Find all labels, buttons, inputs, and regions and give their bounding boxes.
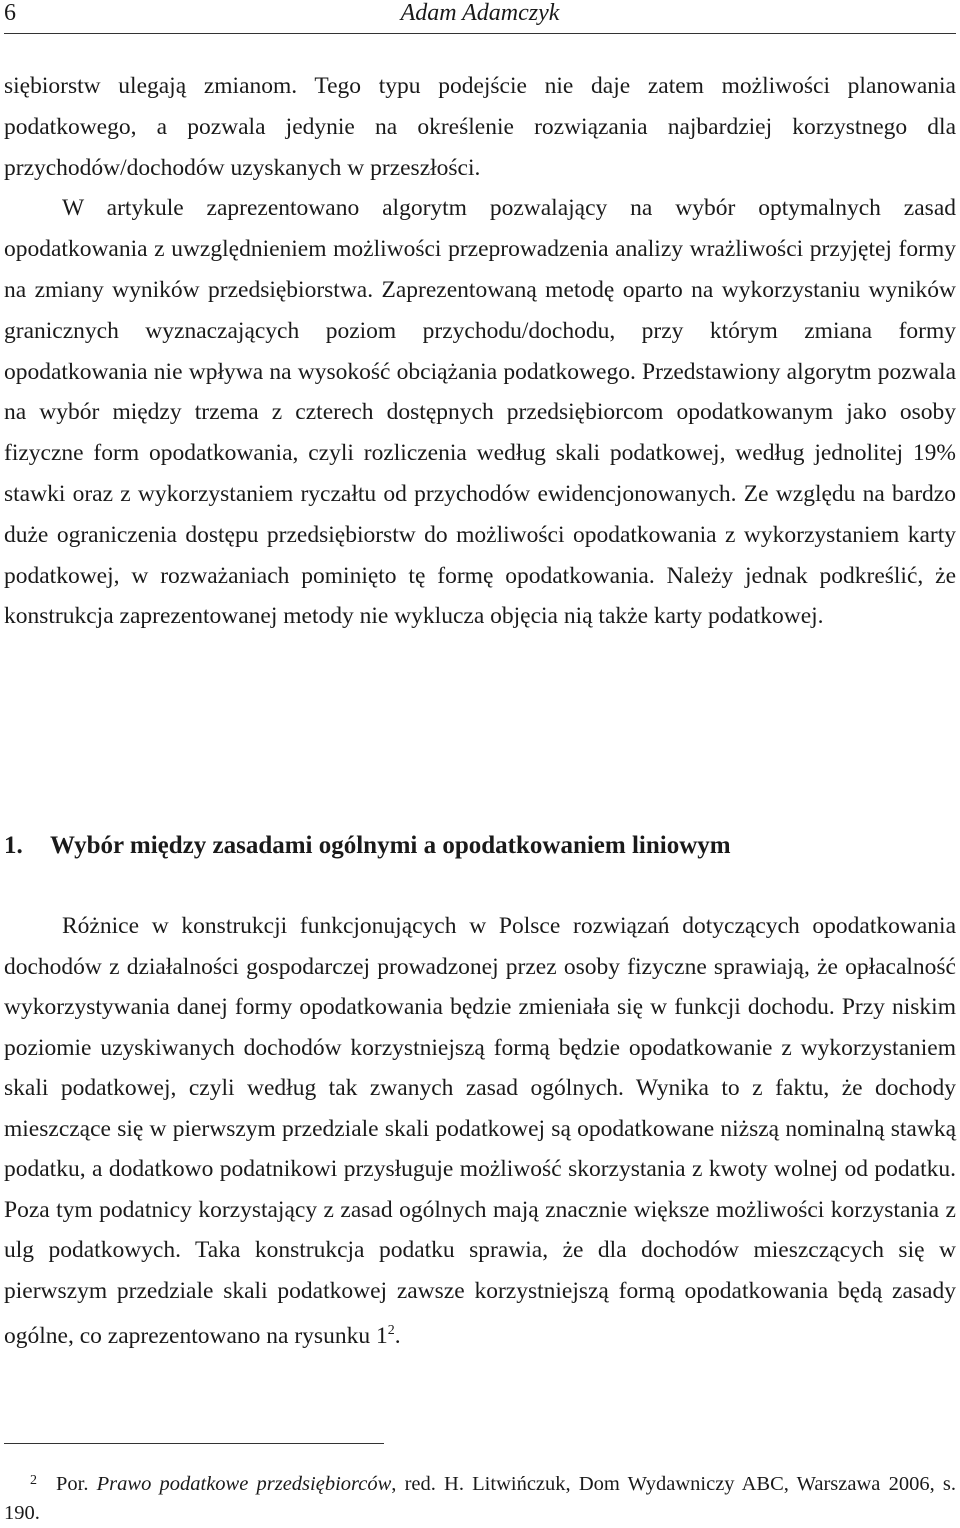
footnote-rule xyxy=(4,1443,384,1444)
intro-text-part-2-body: W artykule zaprezentowano algorytm pozwalający na wybór optymalnych zasad opodatkowania z uwzględnieniem możliwości przeprowadzenia analizy wrażliwości przyjętej formy na zmiany wyników przedsiębiorstwa. Zaprezentowaną metodę oparto na wykorzystaniu wyników granicznych wyznaczających poziom przychodu/dochodu, przy którym zmiana formy opodatkowania nie wpływa na wysokość obciążania podatkowego. Przedstawiony algorytm pozwala na wybór między trzema z czterech dostępnych przedsiębiorcom opodatkowanym jako osoby fizyczne form opodatkowania, czyli rozliczenia według skali podatkowej, według jednolitej 19% stawki oraz z wykorzystaniem ryczałtu od przychodów ewidencjonowanych. Ze względu na bardzo duże ograniczenia dostępu przedsiębiorstw do możliwości opodatkowania z wykorzystaniem karty podatkowej, w rozważaniach pominięto tę formę opodatkowania. Należy jednak podkreślić, że konstrukcja zaprezentowanej metody nie wyklucza objęcia nią także karty podatkowej. xyxy=(4,195,956,630)
section-heading xyxy=(4,826,956,866)
page-header xyxy=(4,0,956,28)
running-title: Adam Adamczyk xyxy=(400,0,560,26)
footnote-title: Prawo podatkowe przedsiębiorców xyxy=(96,1473,392,1495)
footnote xyxy=(4,1466,956,1528)
intro-text-part-1: siębiorstw ulegają zmianom. Tego typu podejście nie daje zatem możliwości planowania podatkowego, a pozwala jedynie na określenie rozwiązania najbardziej korzystnego dla przychodów/dochodów uzyskanych w przeszłości. xyxy=(4,73,956,181)
section-number: 1. xyxy=(4,832,23,859)
intro-paragraph xyxy=(4,66,956,637)
section-paragraph-text: Różnice w konstrukcji funkcjonujących w Polsce rozwiązań dotyczących opodatkowania dochodów z działalności gospodarczej prowadzonej przez osoby fizyczne sprawiają, że opłacalność wykorzystywania danej formy opodatkowania będzie zmieniała się w funkcji dochodu. Przy niskim poziomie uzyskiwanych dochodów korzystniejszą formą będzie opodatkowanie z wykorzystaniem skali podatkowej, czyli według tak zwanych zasad ogólnych. Wynika to z faktu, że dochody mieszczące się w pierwszym przedziale skali podatkowej są opodatkowane niższą nominalną stawką podatku, a dodatkowo podatnikowi przysługuje możliwość skorzystania z kwoty wolnej od podatku. Poza tym podatnicy korzystający z zasad ogólnych mają znacznie większe możliwości korzystania z ulg podatkowych. Taka konstrukcja podatku sprawia, że dla dochodów mieszczących się w pierwszym przedziale skali podatkowej zawsze korzystniejszą formą opodatkowania będą zasady ogólne, co zaprezentowano na rysunku 1 xyxy=(4,913,956,1349)
footnote-lead: Por. xyxy=(56,1473,97,1495)
section-title: Wybór między zasadami ogólnymi a opodatkowaniem liniowym xyxy=(50,832,731,859)
header-rule xyxy=(4,33,956,34)
page-number: 6 xyxy=(4,0,16,26)
footnote-mark: 2 xyxy=(30,1473,37,1488)
section-paragraph xyxy=(4,906,956,1356)
footnote-rest: , red. H. Litwińczuk, Dom Wydawniczy ABC, Warszawa 2006, s. 190. xyxy=(4,1473,956,1524)
footnote-reference: 2 xyxy=(387,1323,395,1338)
section-paragraph-end: . xyxy=(394,1322,401,1349)
